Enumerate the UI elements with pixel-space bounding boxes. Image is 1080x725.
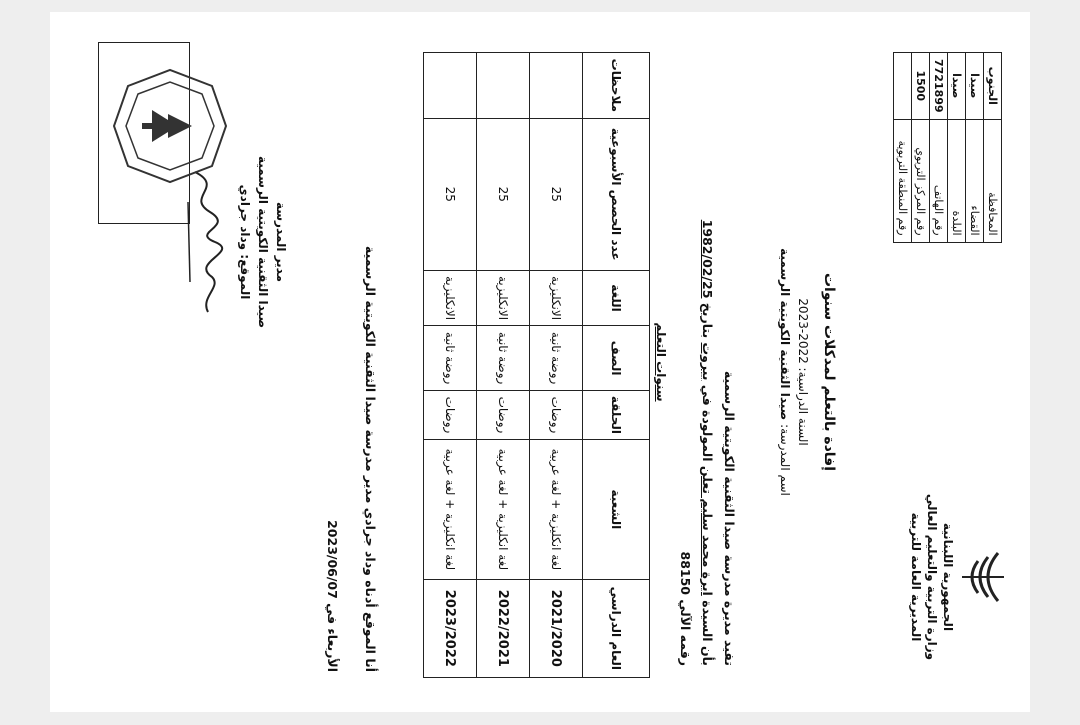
school-line xyxy=(776,202,794,542)
ministry-line-1: الجمهورية اللبنانية xyxy=(941,522,955,632)
table-cell: الانكليزية xyxy=(530,270,583,326)
years-caption: سنوات التعلم xyxy=(654,322,668,402)
table-row xyxy=(477,53,530,678)
person-name: ايرة محمد سليم تعلن xyxy=(700,465,715,596)
col-header: العام الدراسي xyxy=(583,579,650,677)
signer-statement: أنا الموقع أدناه وداد جرادي مدير مدرسة صيدا الثقنية الكويتية الرسمية xyxy=(363,245,378,672)
info-row xyxy=(894,53,912,243)
table-cell xyxy=(530,53,583,119)
table-row xyxy=(530,53,583,678)
info-row xyxy=(912,53,930,243)
ministry-line-2: وزارة التربية والتعليم العالي xyxy=(925,493,939,661)
table-cell xyxy=(477,53,530,119)
table-cell: الانكليزية xyxy=(424,270,477,326)
table-cell: روضة ثانية xyxy=(424,326,477,391)
col-header: عدد الحصص الأسبوعية xyxy=(583,118,650,270)
info-row xyxy=(930,53,948,243)
school-name: صيدا الثقنية الكويتية الرسمية xyxy=(778,248,792,421)
ministry-header xyxy=(908,482,1006,672)
table-cell: 2021/2020 xyxy=(530,579,583,677)
document-page xyxy=(50,12,1030,712)
info-label: البلدة xyxy=(948,119,966,242)
info-label: رقم الهاتف xyxy=(930,119,948,242)
table-cell: 25 xyxy=(530,118,583,270)
table-cell: 25 xyxy=(424,118,477,270)
sig-line-3: الموقع: وداد جرادي xyxy=(238,184,252,300)
table-row xyxy=(424,53,477,678)
intro-line-3: رقمه الآلي 88150 xyxy=(678,551,693,666)
table-cell: 25 xyxy=(477,118,530,270)
col-header: الشعبة xyxy=(583,439,650,579)
sig-line-1: مدير المدرسة xyxy=(274,201,288,283)
school-label: اسم المدرسة: xyxy=(778,424,792,496)
col-header: اللغة xyxy=(583,270,650,326)
info-value: الجنوب xyxy=(984,53,1002,120)
intro-born: المولودة في xyxy=(700,384,715,462)
col-header: الحلقة xyxy=(583,390,650,439)
birth-date: 1982/02/25 xyxy=(700,219,715,299)
info-label: المحافظة xyxy=(984,119,1002,242)
col-header: ملاحظات xyxy=(583,53,650,119)
intro-prefix: بأن السيدة xyxy=(700,600,715,666)
info-label: رقم المركز التربوي xyxy=(912,119,930,242)
info-value: 7721899 xyxy=(930,53,948,120)
official-stamp-icon xyxy=(110,66,230,186)
table-cell: روضات xyxy=(530,390,583,439)
info-value: 1500 xyxy=(912,53,930,120)
info-row xyxy=(948,53,966,243)
sig-line-2: صيدا الثقنية الكويتية الرسمية xyxy=(256,155,270,329)
table-cell: الانكليزية xyxy=(477,270,530,326)
table-cell: 2023/2022 xyxy=(424,579,477,677)
table-cell: روضة ثانية xyxy=(477,326,530,391)
intro-line-1: تفيد مديرة مدرسة صيدا الثقنية الكويتية الرسمية xyxy=(722,370,737,666)
document-subtitle xyxy=(776,202,812,542)
table-cell: روضة ثانية xyxy=(530,326,583,391)
info-box xyxy=(893,52,1002,243)
ministry-logo-icon xyxy=(960,547,1006,607)
info-label: رقم المنطقة التربوية xyxy=(894,119,912,242)
table-cell: 2022/2021 xyxy=(477,579,530,677)
table-cell xyxy=(424,53,477,119)
table-header-row xyxy=(583,53,650,678)
table-cell: روضات xyxy=(424,390,477,439)
info-row xyxy=(966,53,984,243)
intro-paragraph xyxy=(674,46,740,666)
school-year: السنة الدراسية: 2022-2023 xyxy=(796,298,810,446)
info-value: صيدا xyxy=(966,53,984,120)
study-years-table xyxy=(423,52,650,678)
birth-place: بيروت xyxy=(700,342,715,381)
date-line: الأربعاء في 2023/06/07 xyxy=(325,520,340,672)
intro-line-2 xyxy=(696,46,718,666)
table-cell: لغة انكليزية + لغة عربية xyxy=(424,439,477,579)
intro-date-label: بتاريخ xyxy=(700,302,715,339)
document-title: إفادة بالتعلم لمدكلات سنوات xyxy=(821,272,837,472)
info-value xyxy=(894,53,912,120)
info-row xyxy=(984,53,1002,243)
info-value: صيدا xyxy=(948,53,966,120)
info-label: القضاء xyxy=(966,119,984,242)
table-cell: روضات xyxy=(477,390,530,439)
table-cell: لغة انكليزية + لغة عربية xyxy=(477,439,530,579)
signature-block xyxy=(236,92,290,392)
col-header: الصف xyxy=(583,326,650,391)
ministry-line-3: المديرية العامة للتربية xyxy=(909,512,923,642)
table-cell: لغة انكليزية + لغة عربية xyxy=(530,439,583,579)
